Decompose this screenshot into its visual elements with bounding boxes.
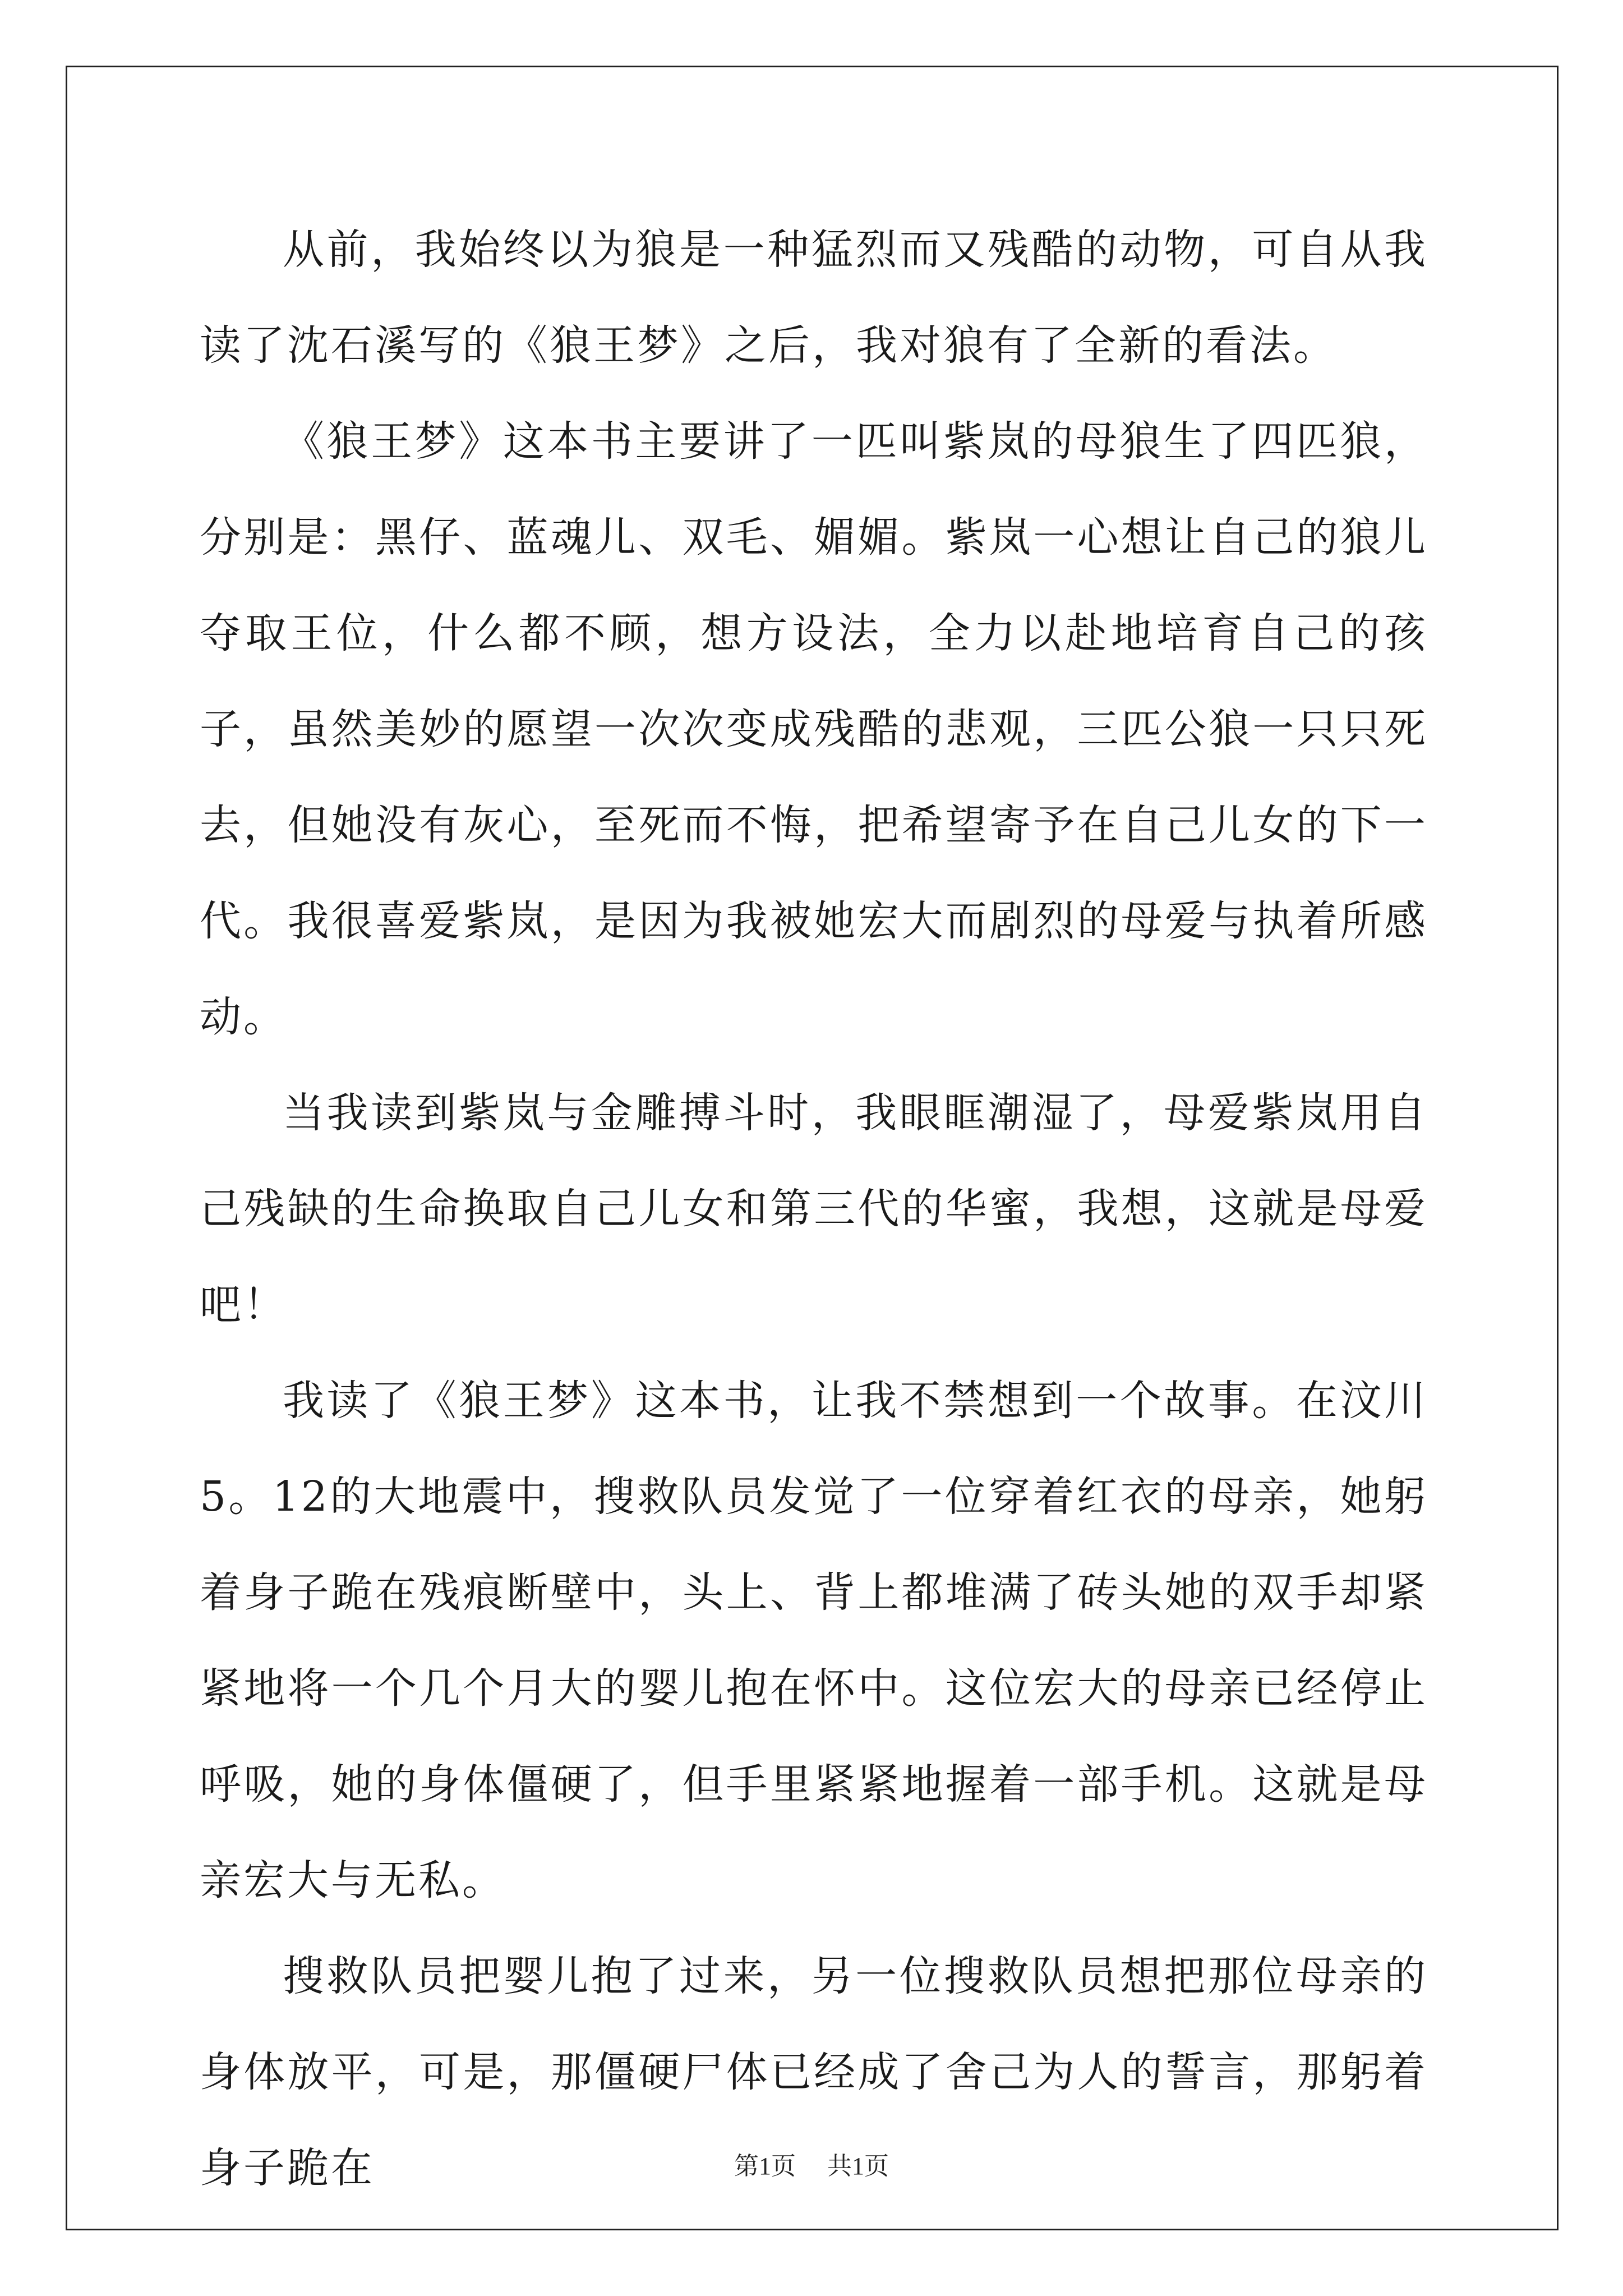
paragraph-2: 《狼王梦》这本书主要讲了一匹叫紫岚的母狼生了四匹狼，分别是：黑仔、蓝魂儿、双毛、媚媚。紫岚一心想让自己的狼儿夺取王位，什么都不顾，想方设法，全力以赴地培育自己的孩子，虽然美妙的愿望一次次变成残酷的悲观，三匹公狼一只只死去，但她没有灰心，至死而不悔，把希望寄予在自己儿女的下一代。我很喜爱紫岚，是因为我被她宏大而剧烈的母爱与执着所感动。 — [200, 417, 1428, 1041]
paragraph-1: 从前，我始终以为狼是一种猛烈而又残酷的动物，可自从我读了沈石溪写的《狼王梦》之后，我对狼有了全新的看法。 — [200, 226, 1428, 370]
paragraph-4: 我读了《狼王梦》这本书，让我不禁想到一个故事。在汶川5。12的大地震中，搜救队员发觉了一位穿着红衣的母亲，她躬着身子跪在残痕断壁中，头上、背上都堆满了砖头她的双手却紧紧地将一个几个月大的婴儿抱在怀中。这位宏大的母亲已经停止呼吸，她的身体僵硬了，但手里紧紧地握着一部手机。这就是母亲宏大与无私。 — [200, 1377, 1428, 1904]
page-number-current: 第1页 — [734, 2152, 796, 2180]
paragraph-5: 搜救队员把婴儿抱了过来，另一位搜救队员想把那位母亲的身体放平，可是，那僵硬尸体已经成了舍己为人的誓言，那躬着身子跪在 — [200, 1952, 1428, 2192]
page-footer — [0, 2146, 1623, 2182]
paragraph-3: 当我读到紫岚与金雕搏斗时，我眼眶潮湿了，母爱紫岚用自己残缺的生命换取自己儿女和第三代的华蜜，我想，这就是母爱吧！ — [200, 1089, 1428, 1329]
page-number-total: 共1页 — [827, 2152, 889, 2180]
document-body — [200, 202, 1428, 2216]
